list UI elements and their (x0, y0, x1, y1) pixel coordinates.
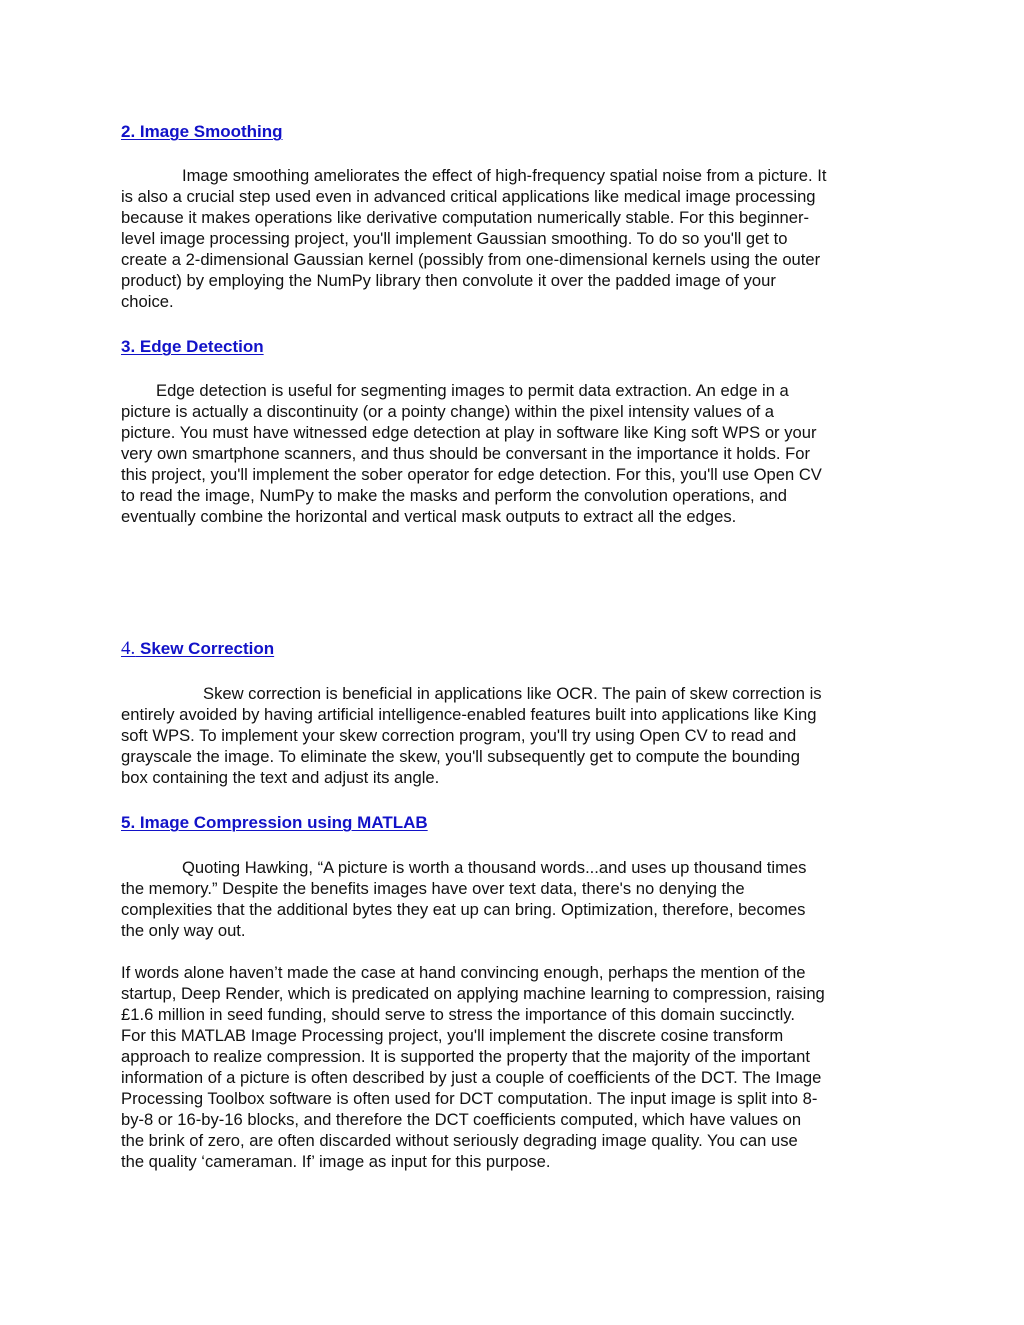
heading-text: Skew Correction (139, 639, 275, 658)
text-line: grayscale the image. To eliminate the skew, you'll subsequently get to compute the bounding (121, 747, 801, 766)
heading-image-compression[interactable]: 5. Image Compression using MATLAB (121, 813, 428, 832)
heading-skew-correction[interactable] (121, 638, 274, 659)
text-line: £1.6 million in seed funding, should serve to stress the importance of this domain succinctly. (121, 1005, 795, 1024)
text-line: by-8 or 16-by-16 blocks, and therefore the DCT coefficients computed, which have values on (121, 1110, 802, 1129)
text-line: because it makes operations like derivative computation numerically stable. For this beginner- (121, 208, 810, 227)
text-line: Image smoothing ameliorates the effect of high-frequency spatial noise from a picture. It (182, 166, 827, 185)
heading-number: 4. (121, 638, 136, 659)
text-line: Edge detection is useful for segmenting images to permit data extraction. An edge in a (156, 381, 789, 400)
text-line: the brink of zero, are often discarded without seriously degrading image quality. You can use (121, 1131, 798, 1150)
text-line: Quoting Hawking, “A picture is worth a thousand words...and uses up thousand times (182, 858, 807, 877)
text-line: to read the image, NumPy to make the masks and perform the convolution operations, and (121, 486, 787, 505)
text-line: this project, you'll implement the sober operator for edge detection. For this, you'll use Open CV (121, 465, 822, 484)
text-line: box containing the text and adjust its angle. (121, 768, 440, 787)
text-line: entirely avoided by having artificial intelligence-enabled features built into applications like King (121, 705, 817, 724)
paragraph-image-smoothing (121, 165, 911, 312)
heading-edge-detection[interactable]: 3. Edge Detection (121, 337, 264, 356)
text-line: the only way out. (121, 921, 246, 940)
paragraph-compression-details (121, 962, 911, 1172)
text-line: create a 2-dimensional Gaussian kernel (possibly from one-dimensional kernels using the outer (121, 250, 821, 269)
text-line: picture. You must have witnessed edge detection at play in software like King soft WPS or your (121, 423, 817, 442)
text-line: the memory.” Despite the benefits images have over text data, there's no denying the (121, 879, 745, 898)
heading-image-smoothing[interactable]: 2. Image Smoothing (121, 122, 283, 141)
text-line: For this MATLAB Image Processing project, you'll implement the discrete cosine transform (121, 1026, 784, 1045)
text-line: choice. (121, 292, 174, 311)
paragraph-edge-detection (121, 380, 911, 527)
text-line: picture is actually a discontinuity (or a pointy change) within the pixel intensity values of a (121, 402, 775, 421)
text-line: eventually combine the horizontal and vertical mask outputs to extract all the edges. (121, 507, 737, 526)
text-line: very own smartphone scanners, and thus should be conversant in the importance it holds. For (121, 444, 811, 463)
text-line: product) by employing the NumPy library then convolute it over the padded image of your (121, 271, 776, 290)
text-line: soft WPS. To implement your skew correction program, you'll try using Open CV to read and (121, 726, 797, 745)
paragraph-compression-intro (121, 857, 911, 941)
text-line: complexities that the additional bytes they eat up can bring. Optimization, therefore, becomes (121, 900, 806, 919)
text-line: the quality ‘cameraman. If’ image as input for this purpose. (121, 1152, 551, 1171)
text-line: Processing Toolbox software is often used for DCT computation. The input image is split into 8- (121, 1089, 818, 1108)
text-line: information of a picture is often described by just a couple of coefficients of the DCT. The Image (121, 1068, 822, 1087)
text-line: startup, Deep Render, which is predicated on applying machine learning to compression, raising (121, 984, 825, 1003)
text-line: If words alone haven’t made the case at hand convincing enough, perhaps the mention of the (121, 963, 806, 982)
text-line: level image processing project, you'll implement Gaussian smoothing. To do so you'll get to (121, 229, 788, 248)
text-line: Skew correction is beneficial in applications like OCR. The pain of skew correction is (203, 684, 822, 703)
text-line: is also a crucial step used even in advanced critical applications like medical image processing (121, 187, 816, 206)
paragraph-skew-correction (121, 683, 911, 788)
text-line: approach to realize compression. It is supported the property that the majority of the important (121, 1047, 810, 1066)
